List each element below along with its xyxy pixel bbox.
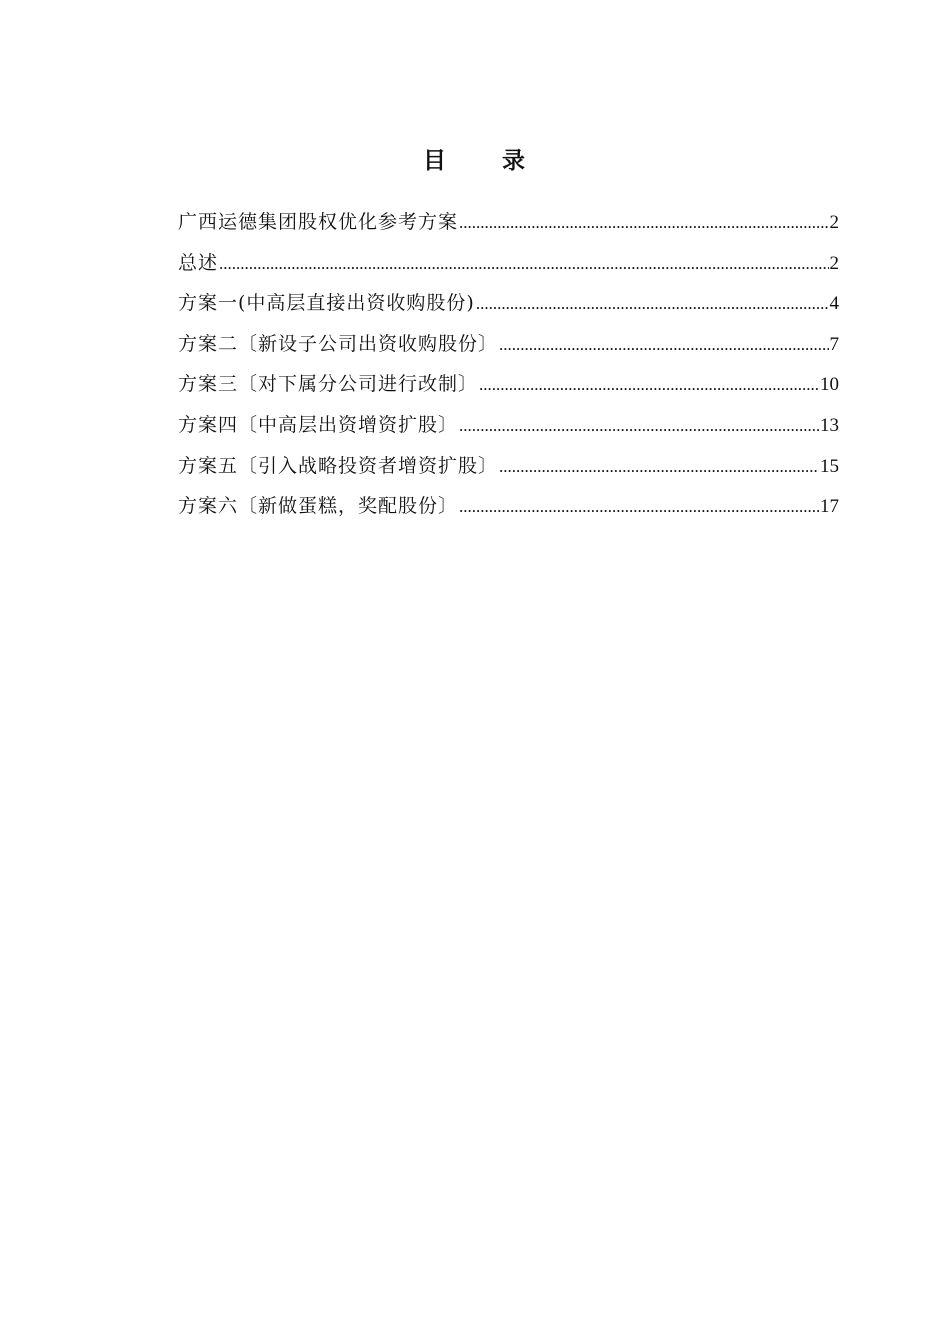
toc-entry-plan-5[interactable] (178, 446, 839, 487)
toc-page-number: 13 (820, 414, 839, 436)
toc-page-number: 15 (820, 455, 839, 477)
toc-entry-text: 方案四〔中高层出资增资扩股〕 (178, 413, 459, 436)
toc-page-number: 2 (829, 212, 839, 233)
toc-title (0, 142, 950, 175)
toc-page-number: 4 (829, 293, 839, 315)
toc-entry-text: 方案三〔对下属分公司进行改制〕 (178, 373, 479, 396)
toc-entry-text: 方案五〔引入战略投资者增资扩股〕 (178, 454, 499, 477)
toc-dot-leader (459, 406, 819, 447)
toc-dot-leader (219, 244, 828, 285)
toc-page-number: 2 (829, 252, 839, 274)
toc-list (178, 202, 839, 527)
toc-entry-plan-6[interactable] (178, 486, 839, 527)
toc-dot-leader (459, 487, 819, 528)
toc-page-number: 17 (820, 496, 839, 518)
toc-entry-plan-4[interactable] (178, 405, 839, 446)
toc-entry-plan-3[interactable] (178, 364, 839, 405)
toc-entry-text: 方案六〔新做蛋糕，奖配股份〕 (178, 495, 459, 518)
toc-dot-leader (476, 284, 829, 325)
toc-dot-leader (479, 365, 819, 406)
toc-entry-text: 方案二〔新设子公司出资收购股份〕 (178, 332, 499, 355)
toc-page-number: 10 (820, 374, 839, 396)
toc-title-part2: 录 (502, 147, 527, 174)
toc-dot-leader (459, 203, 828, 244)
toc-page-number: 7 (829, 333, 839, 355)
toc-entry-text: 方案一(中高层直接出资收购股份) (178, 292, 475, 315)
toc-entry-plan-reference[interactable] (178, 202, 839, 243)
toc-entry-plan-2[interactable] (178, 324, 839, 365)
toc-dot-leader (499, 447, 819, 488)
toc-dot-leader (499, 325, 828, 366)
toc-entry-text: 广西运德集团股权优化参考方案 (178, 211, 459, 233)
toc-entry-text: 总述 (178, 251, 219, 274)
toc-entry-plan-1[interactable] (178, 283, 839, 324)
toc-title-part1: 目 (423, 147, 448, 174)
toc-entry-overview[interactable] (178, 243, 839, 284)
